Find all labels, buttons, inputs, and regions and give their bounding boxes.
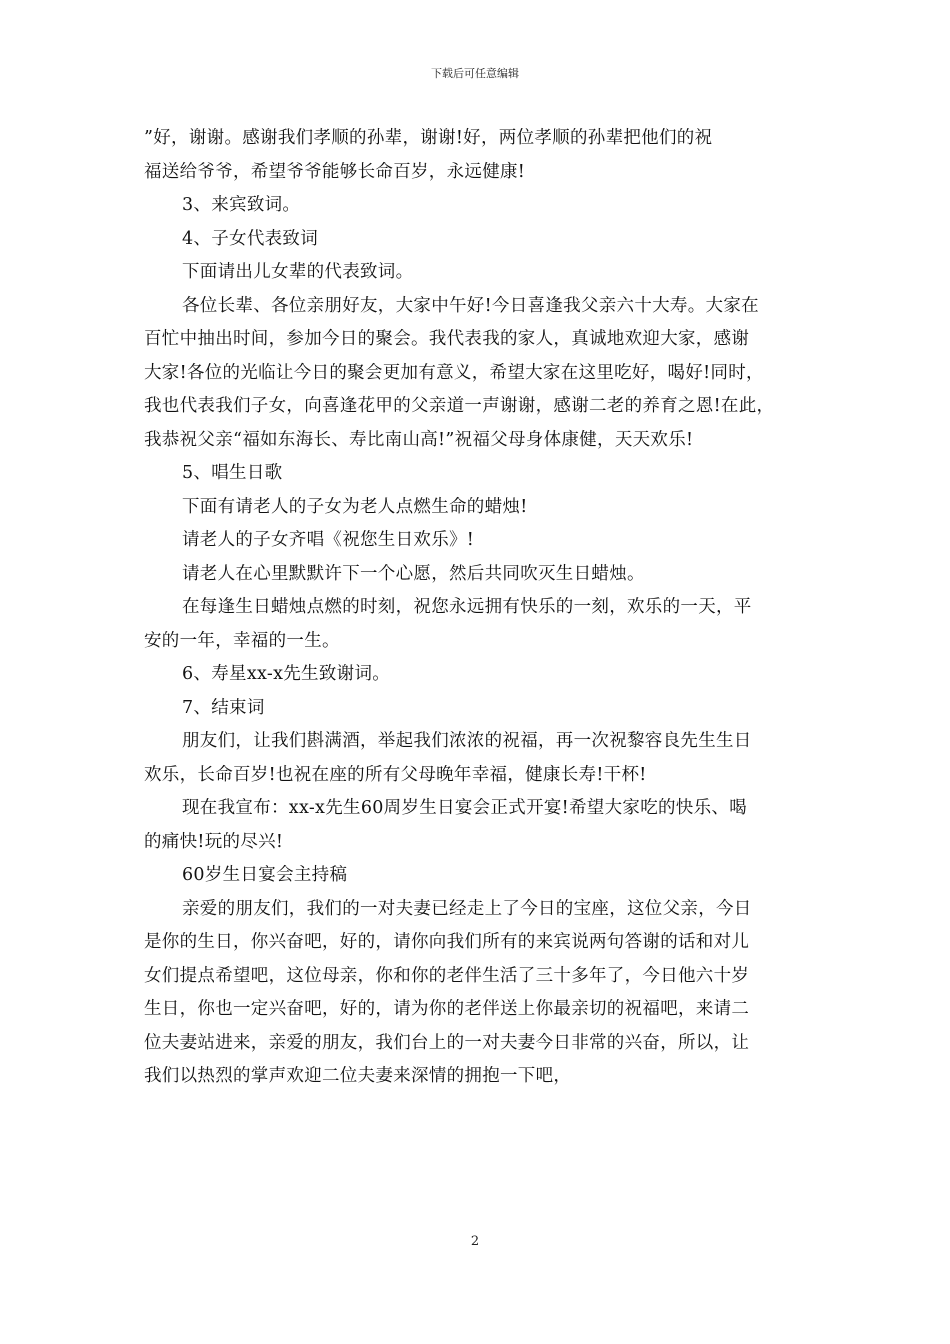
text-line: 朋友们，让我们斟满酒，举起我们浓浓的祝福，再一次祝黎容良先生生日 — [182, 731, 752, 751]
text-line: ”好，谢谢。感谢我们孝顺的孙辈，谢谢!好，两位孝顺的孙辈把他们的祝 — [144, 128, 713, 148]
text-line: 百忙中抽出时间，参加今日的聚会。我代表我的家人，真诚地欢迎大家，感谢 — [144, 329, 750, 349]
text-line: 我们以热烈的掌声欢迎二位夫妻来深情的拥抱一下吧， — [144, 1066, 572, 1086]
text-line: 位夫妻站进来，亲爱的朋友，我们台上的一对夫妻今日非常的兴奋，所以，让 — [144, 1032, 750, 1053]
text-line: 5、唱生日歌 — [182, 463, 283, 483]
text-line: 请老人的子女齐唱《祝您生日欢乐》! — [182, 530, 475, 550]
text-line: 3、来宾致词。 — [182, 195, 301, 215]
text-line: 60岁生日宴会主持稿 — [182, 865, 348, 885]
page-number: 2 — [470, 1234, 480, 1249]
text-line: 福送给爷爷，希望爷爷能够长命百岁，永远健康! — [144, 161, 526, 182]
text-line: 是你的生日，你兴奋吧，好的，请你向我们所有的来宾说两句答谢的话和对儿 — [144, 932, 750, 952]
text-line: 我恭祝父亲“福如东海长、寿比南山高!”祝福父母身体康健，天天欢乐! — [144, 429, 694, 450]
text-line: 安的一年，幸福的一生。 — [144, 630, 340, 651]
text-line: 欢乐，长命百岁!也祝在座的所有父母晚年幸福，健康长寿!干杯! — [144, 764, 647, 785]
text-line: 下面请出儿女辈的代表致词。 — [182, 262, 414, 282]
text-line: 各位长辈、各位亲朋好友，大家中午好!今日喜逢我父亲六十大寿。大家在 — [182, 295, 759, 316]
text-line: 女们提点希望吧，这位母亲，你和你的老伴生活了三十多年了，今日他六十岁 — [144, 965, 750, 986]
text-line: 在每逢生日蜡烛点燃的时刻，祝您永远拥有快乐的一刻，欢乐的一天，平 — [182, 597, 752, 617]
text-line: 生日，你也一定兴奋吧，好的，请为你的老伴送上你最亲切的祝福吧，来请二 — [144, 999, 750, 1019]
page-header: 下载后可任意编辑 — [431, 67, 519, 80]
document-body — [144, 122, 808, 1094]
text-line: 4、子女代表致词 — [182, 228, 319, 249]
text-line: 现在我宣布：xx-x先生60周岁生日宴会正式开宴!希望大家吃的快乐、喝 — [182, 798, 748, 818]
text-line: 大家!各位的光临让今日的聚会更加有意义，希望大家在这里吃好，喝好!同时， — [144, 362, 764, 383]
text-line: 7、结束词 — [182, 697, 265, 718]
text-line: 请老人在心里默默许下一个心愿，然后共同吹灭生日蜡烛。 — [182, 563, 645, 584]
text-line: 6、寿星xx-x先生致谢词。 — [182, 664, 391, 684]
text-line: 下面有请老人的子女为老人点燃生命的蜡烛! — [182, 496, 528, 517]
text-line: 的痛快!玩的尽兴! — [144, 831, 284, 852]
text-line: 我也代表我们子女，向喜逢花甲的父亲道一声谢谢，感谢二老的养育之恩!在此， — [144, 396, 775, 416]
text-line: 亲爱的朋友们，我们的一对夫妻已经走上了今日的宝座，这位父亲，今日 — [182, 898, 752, 919]
